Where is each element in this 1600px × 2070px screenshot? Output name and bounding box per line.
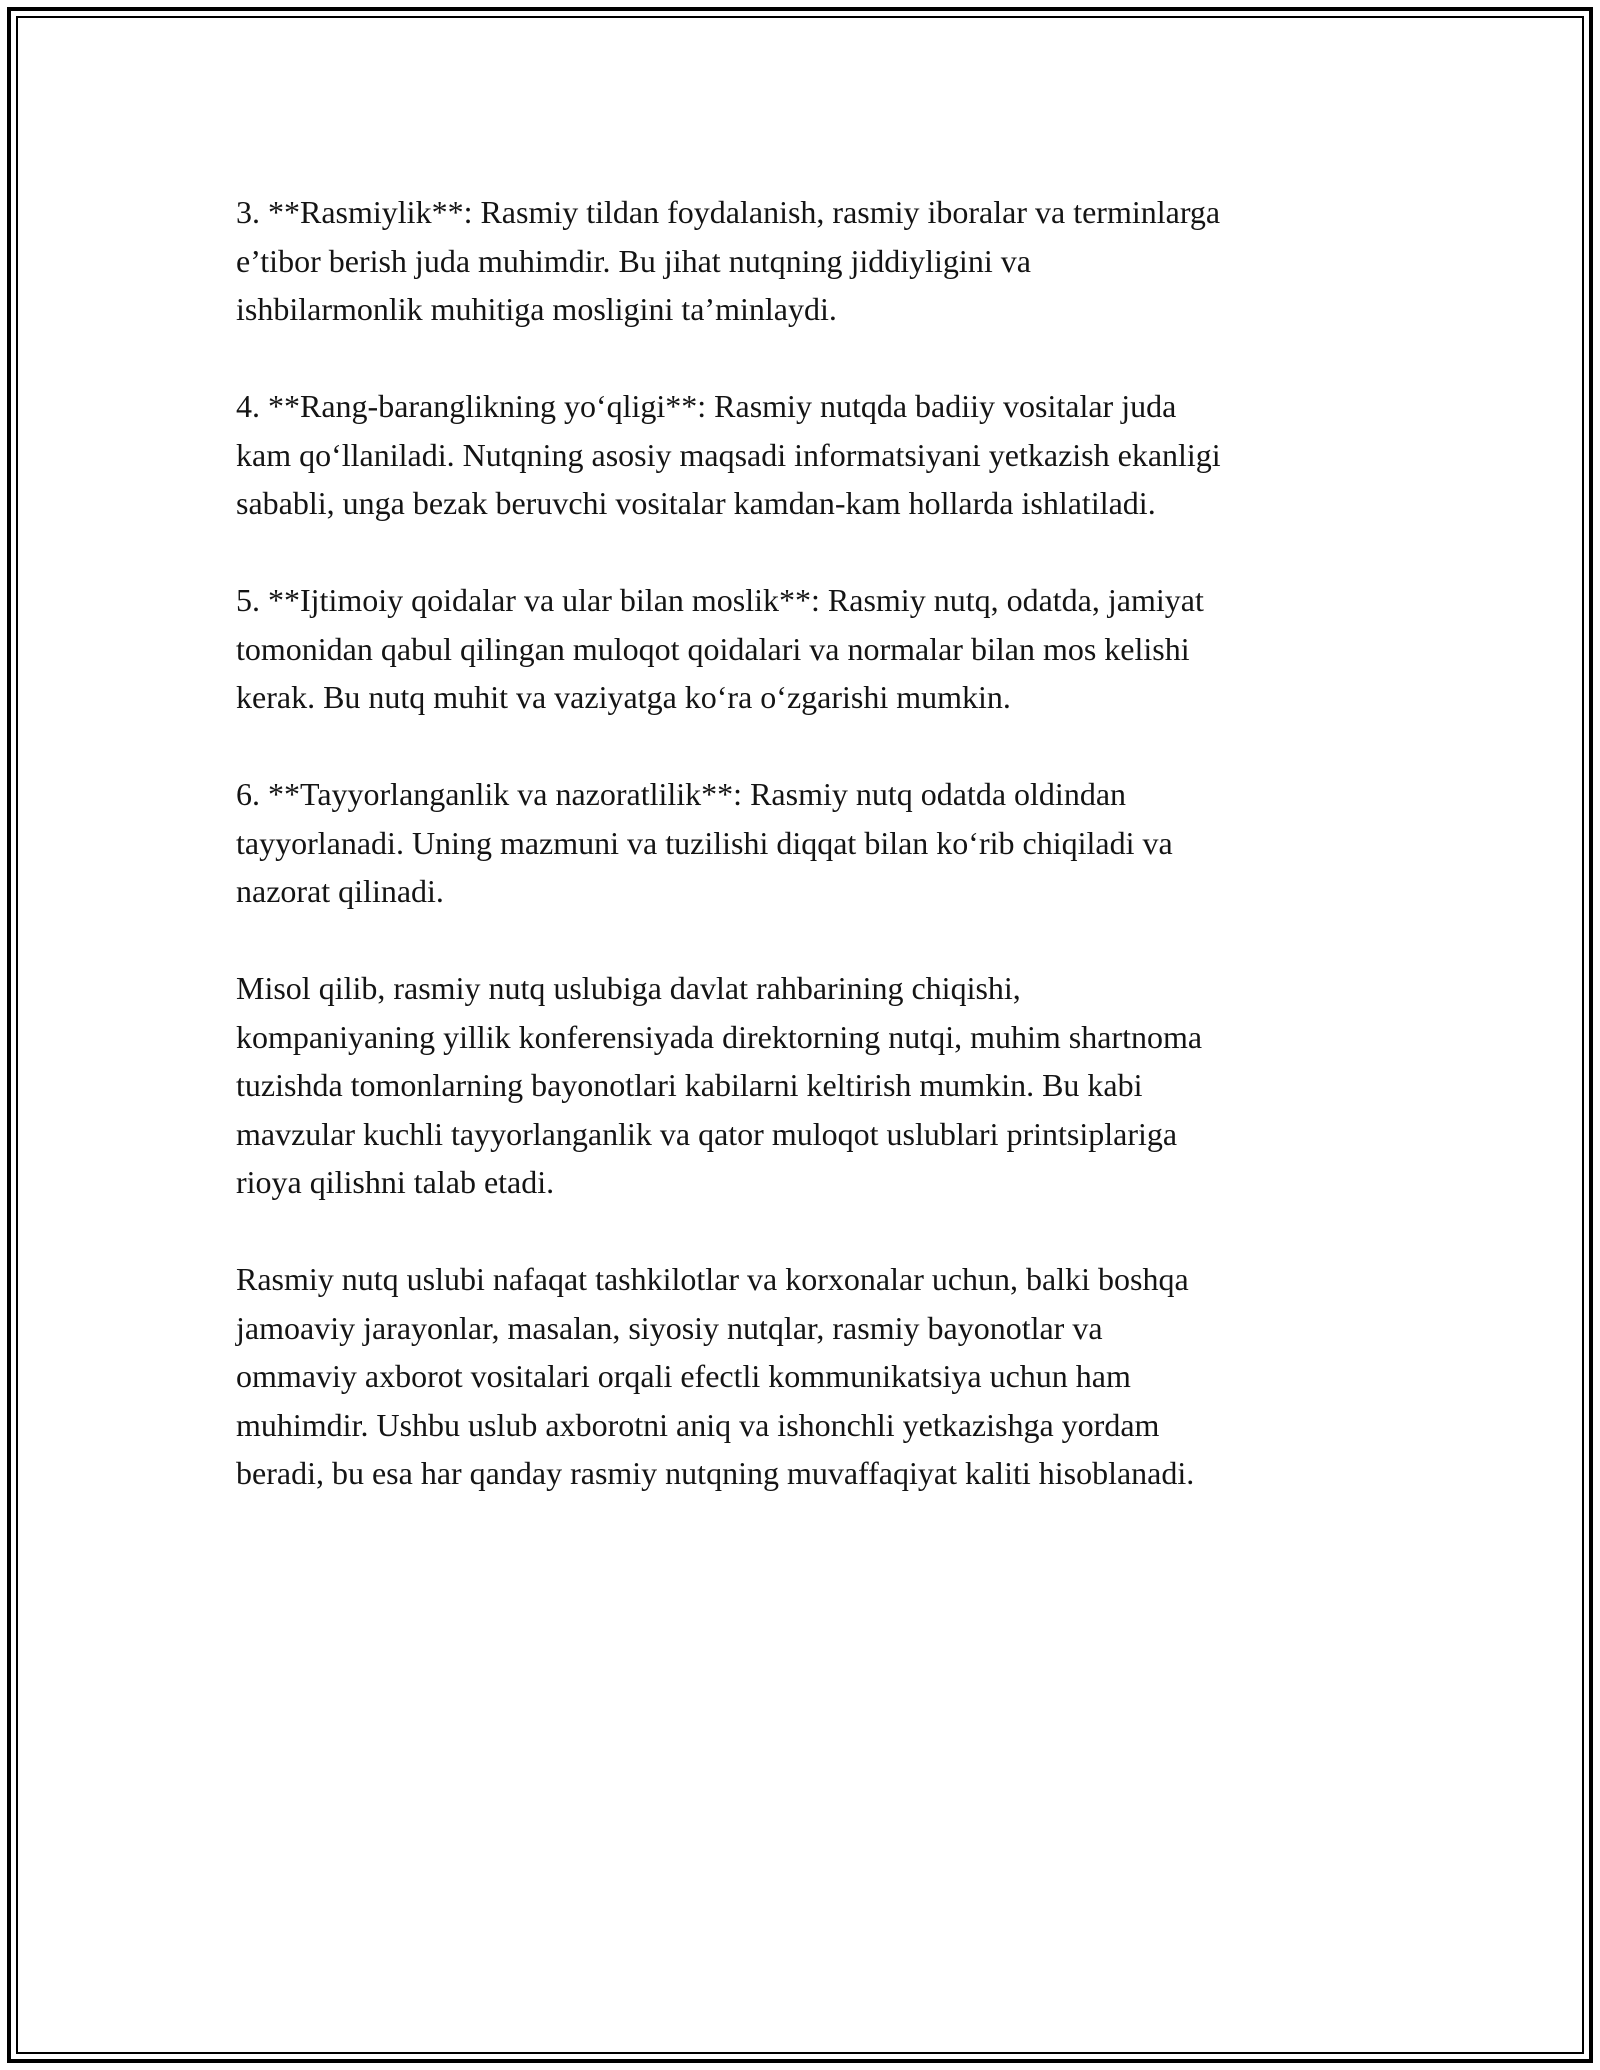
text-line: Rasmiy nutq uslubi nafaqat tashkilotlar va korxonalar uchun, balki boshqa bbox=[236, 1261, 1189, 1297]
text-line: Misol qilib, rasmiy nutq uslubiga davlat rahbarining chiqishi, bbox=[236, 970, 1021, 1006]
text-line: tomonidan qabul qilingan muloqot qoidalari va normalar bilan mos kelishi bbox=[236, 630, 1190, 667]
text-line: 4. **Rang-baranglikning yo‘qligi**: Rasmiy nutqda badiiy vositalar juda bbox=[236, 388, 1177, 424]
paragraph-item-3 bbox=[236, 188, 1376, 334]
text-line: tuzishda tomonlarning bayonotlari kabilarni keltirish mumkin. Bu kabi bbox=[236, 1067, 1143, 1103]
text-line: ommaviy axborot vositalari orqali efectli kommunikatsiya uchun ham bbox=[236, 1358, 1131, 1394]
text-line: rioya qilishni talab etadi. bbox=[236, 1164, 555, 1200]
text-line: mavzular kuchli tayyorlanganlik va qator muloqot uslublari printsiplariga bbox=[236, 1115, 1178, 1152]
paragraph-item-6 bbox=[236, 770, 1376, 916]
text-line: kam qo‘llaniladi. Nutqning asosiy maqsadi informatsiyani yetkazish ekanligi bbox=[236, 436, 1221, 473]
text-line: kerak. Bu nutq muhit va vaziyatga ko‘ra o‘zgarishi mumkin. bbox=[236, 679, 1011, 715]
paragraph-examples bbox=[236, 964, 1376, 1207]
text-line: 3. **Rasmiylik**: Rasmiy tildan foydalanish, rasmiy iboralar va terminlarga bbox=[236, 194, 1221, 230]
paragraph-conclusion bbox=[236, 1255, 1376, 1498]
text-line: 6. **Tayyorlanganlik va nazoratlilik**: Rasmiy nutq odatda oldindan bbox=[236, 776, 1127, 812]
text-line: kompaniyaning yillik konferensiyada direktorning nutqi, muhim shartnoma bbox=[236, 1018, 1203, 1055]
text-line: muhimdir. Ushbu uslub axborotni aniq va ishonchli yetkazishga yordam bbox=[236, 1406, 1160, 1443]
document-body bbox=[236, 188, 1376, 1546]
text-line: e’tibor berish juda muhimdir. Bu jihat nutqning jiddiyligini va bbox=[236, 242, 1031, 279]
text-line: tayyorlanadi. Uning mazmuni va tuzilishi diqqat bilan ko‘rib chiqiladi va bbox=[236, 824, 1173, 861]
paragraph-item-5 bbox=[236, 576, 1376, 722]
text-line: ishbilarmonlik muhitiga mosligini ta’minlaydi. bbox=[236, 291, 837, 327]
text-line: jamoaviy jarayonlar, masalan, siyosiy nutqlar, rasmiy bayonotlar va bbox=[236, 1309, 1103, 1346]
text-line: 5. **Ijtimoiy qoidalar va ular bilan moslik**: Rasmiy nutq, odatda, jamiyat bbox=[236, 582, 1204, 618]
text-line: sababli, unga bezak beruvchi vositalar kamdan-kam hollarda ishlatiladi. bbox=[236, 485, 1156, 521]
text-line: nazorat qilinadi. bbox=[236, 873, 444, 909]
text-line: beradi, bu esa har qanday rasmiy nutqning muvaffaqiyat kaliti hisoblanadi. bbox=[236, 1455, 1195, 1491]
paragraph-item-4 bbox=[236, 382, 1376, 528]
